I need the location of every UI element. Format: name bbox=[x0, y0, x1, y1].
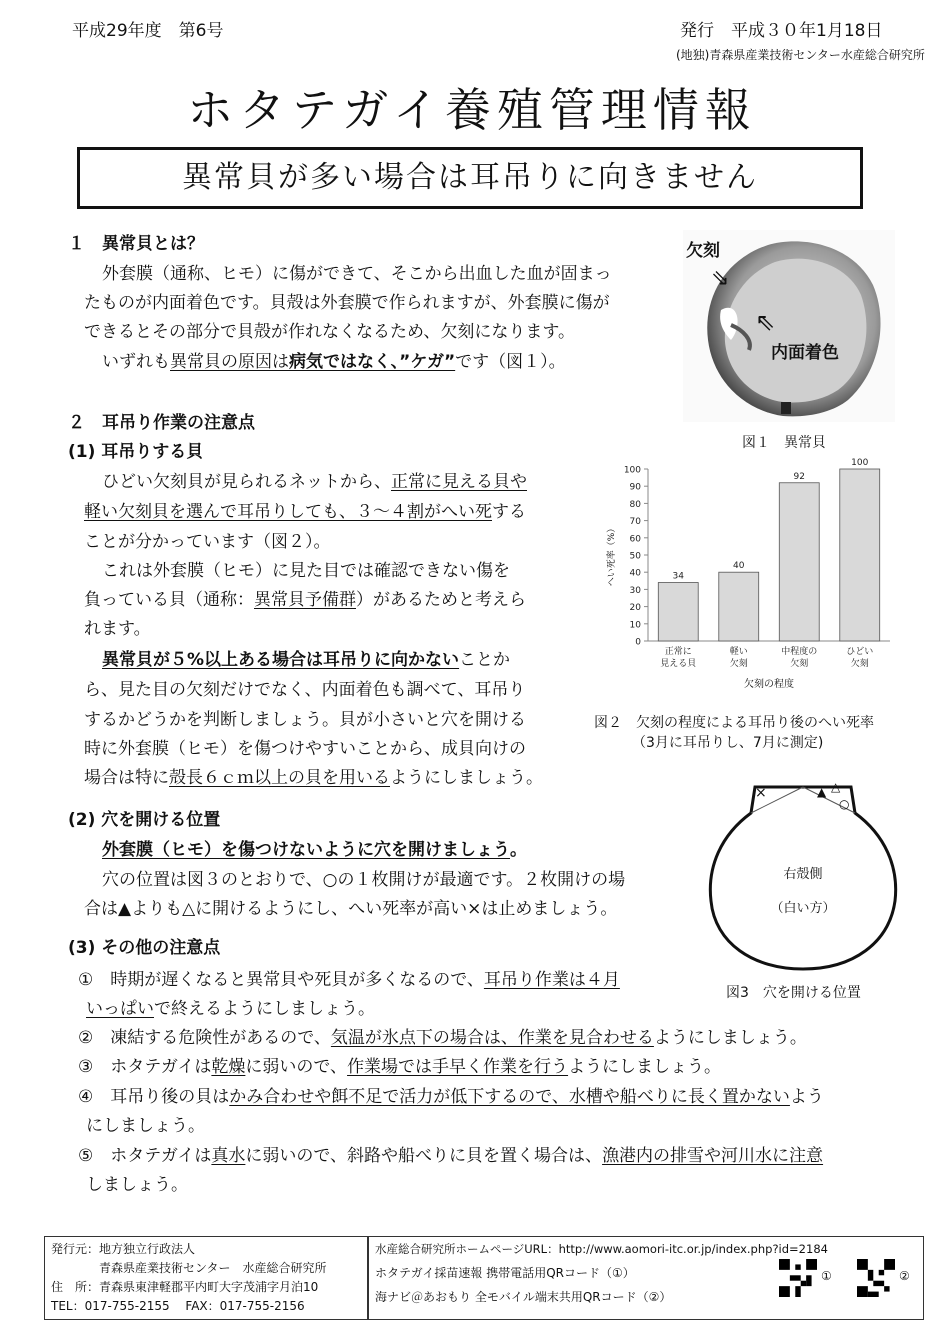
underlined-text: 気温が氷点下の場合は、作業を見合わせる bbox=[330, 1028, 654, 1048]
x-category-label: 正常に bbox=[664, 647, 692, 657]
underlined-text: 異常貝の原因は bbox=[170, 352, 289, 372]
figure1-caption: 図１ 異常貝 bbox=[742, 435, 826, 451]
text: で終えるようにしましょう。 bbox=[154, 999, 375, 1019]
footer-line: TEL：017-755-2155 FAX：017-755-2156 bbox=[51, 1299, 305, 1313]
y-tick-label: 50 bbox=[629, 551, 641, 562]
s2-line bbox=[84, 764, 543, 793]
section1-heading: １ 異常貝とは？ bbox=[68, 234, 204, 254]
qr-note-1: ホタテガイ採苗速報 携帯電話用QRコード（①） bbox=[375, 1266, 635, 1280]
bar bbox=[840, 469, 880, 641]
y-tick-label: 40 bbox=[629, 568, 641, 579]
text: です（図１）。 bbox=[455, 352, 566, 372]
bar-value-label: 34 bbox=[672, 571, 684, 582]
text: ようにしましょう。 bbox=[390, 768, 543, 788]
text: ③ ホタテガイは bbox=[78, 1057, 212, 1077]
qr-pattern bbox=[857, 1259, 895, 1297]
issue-number: 平成29年度 第6号 bbox=[72, 21, 224, 41]
text: ⑤ ホタテガイは bbox=[78, 1146, 212, 1166]
text: に弱いので、 bbox=[245, 1057, 348, 1077]
y-tick-label: 90 bbox=[629, 482, 641, 493]
s2-line: これは外套膜（ヒモ）に見た目では確認できない傷を bbox=[102, 561, 510, 581]
underlined-text: 軽い欠刻貝を選んで耳吊りしても、３～４割がへい死 bbox=[84, 502, 492, 522]
underlined-text: 真水 bbox=[211, 1146, 246, 1166]
issue-date: 発行 平成３０年1月18日 bbox=[680, 21, 883, 41]
x-category-label: 欠刻 bbox=[729, 659, 748, 669]
white-side-label: （白い方） bbox=[770, 901, 836, 916]
s2-line bbox=[102, 836, 527, 865]
note-item bbox=[86, 995, 375, 1024]
bar-value-label: 92 bbox=[793, 471, 805, 482]
subtitle: 異常貝が多い場合は耳吊りに向きません bbox=[182, 160, 758, 195]
s2-line bbox=[102, 646, 510, 675]
y-tick-label: 100 bbox=[623, 465, 641, 476]
underlined-text: 作業場では手早く作業を行う bbox=[347, 1057, 569, 1077]
qr-code-1-label: ① bbox=[821, 1269, 832, 1283]
qr-code-2-label: ② bbox=[899, 1269, 910, 1283]
text: ① 時期が遅くなると異常貝や死貝が多くなるので、 bbox=[78, 970, 484, 990]
figure3-diagram bbox=[703, 775, 903, 975]
figure2-chart bbox=[600, 455, 910, 710]
figure2-caption-note: （3月に耳吊りし、7月に測定) bbox=[632, 735, 824, 751]
s2-line: ことが分かっています（図２）。 bbox=[84, 532, 331, 552]
qr-note-2: 海ナビ＠あおもり 全モバイル端末共用QRコード（②） bbox=[375, 1290, 672, 1304]
footer-line: 住 所：青森県東津軽郡平内町大字茂浦字月泊10 bbox=[51, 1280, 319, 1294]
s1-line: 外套膜（通称、ヒモ）に傷ができて、そこから出血した血が固まっ bbox=[102, 264, 612, 284]
y-tick-label: 70 bbox=[629, 517, 641, 528]
figure3-caption: 図3 穴を開ける位置 bbox=[726, 985, 861, 1001]
underlined-text: 殻長６ｃｍ以上の貝を用いる bbox=[169, 768, 390, 788]
mark-circle: ○ bbox=[839, 797, 850, 811]
qr-pattern bbox=[779, 1259, 817, 1297]
arrow-notch-icon: ⇘ bbox=[711, 266, 730, 291]
text: 場合は特に bbox=[84, 768, 169, 788]
mark-triangle: △ bbox=[831, 780, 841, 794]
footer-publisher-box bbox=[44, 1236, 368, 1320]
text: いずれも bbox=[102, 352, 170, 372]
s1-line bbox=[102, 348, 566, 377]
s2-line: 時に外套膜（ヒモ）を傷つけやすいことから、成貝向けの bbox=[84, 739, 526, 759]
y-tick-label: 20 bbox=[629, 603, 641, 614]
homepage-url[interactable]: 水産総合研究所ホームページURL：http://www.aomori-itc.or.jp/index.php?id=2184 bbox=[375, 1242, 828, 1256]
underlined-text: 異常貝予備群 bbox=[254, 590, 356, 610]
x-category-label: 見える貝 bbox=[660, 659, 697, 669]
arrow-stain-icon: ⇖ bbox=[755, 308, 776, 336]
emphasis-text: 異常貝が５%以上ある場合は耳吊りに向かない bbox=[102, 650, 460, 670]
text: 負っている貝（通称： bbox=[84, 590, 254, 610]
emphasis-text: 外套膜（ヒモ）を傷つけないように穴を開けましょう bbox=[102, 840, 510, 860]
y-tick-label: 60 bbox=[629, 534, 641, 545]
bar bbox=[658, 583, 698, 641]
publisher-org: (地独)青森県産業技術センター水産総合研究所 bbox=[676, 48, 925, 62]
x-axis-title: 欠刻の程度 bbox=[744, 679, 794, 690]
s2-line bbox=[84, 498, 526, 527]
x-category-label: 欠刻 bbox=[850, 659, 869, 669]
subtitle-box bbox=[77, 147, 863, 209]
underlined-text: かみ合わせや餌不足で活力が低下するので、水槽や船べりに長く置かない bbox=[229, 1087, 790, 1107]
x-category-label: 欠刻 bbox=[790, 659, 809, 669]
qr-code-1-icon[interactable] bbox=[779, 1259, 817, 1297]
s2-line: 合は▲よりも△に開けるようにし、へい死率が高い×は止めましょう。 bbox=[84, 899, 618, 919]
note-item: にしましょう。 bbox=[86, 1116, 205, 1136]
subsection-heading: (1) 耳吊りする貝 bbox=[68, 442, 204, 462]
text: ようにしましょう。 bbox=[653, 1028, 807, 1048]
x-category-label: 軽い bbox=[729, 647, 748, 657]
s2-line: 穴の位置は図３のとおりで、○の１枚開けが最適です。２枚開けの場 bbox=[102, 870, 626, 890]
underlined-text: 乾燥 bbox=[211, 1057, 246, 1077]
text: ）があるためと考えら bbox=[356, 590, 526, 610]
y-tick-label: 10 bbox=[629, 620, 641, 631]
text: する bbox=[492, 502, 526, 522]
s2-line bbox=[102, 468, 527, 497]
underlined-text: 耳吊り作業は４月 bbox=[483, 970, 620, 990]
label-notch: 欠刻 bbox=[686, 241, 720, 261]
footer-line: 青森県産業技術センター 水産総合研究所 bbox=[51, 1261, 327, 1275]
text: 。 bbox=[510, 840, 527, 860]
text: ④ 耳吊り後の貝は bbox=[78, 1087, 230, 1107]
qr-code-2-icon[interactable] bbox=[857, 1259, 895, 1297]
text: よう bbox=[789, 1087, 824, 1107]
note-item bbox=[78, 1053, 721, 1082]
page-title: ホタテガイ養殖管理情報 bbox=[187, 83, 757, 137]
x-category-label: 中程度の bbox=[781, 647, 818, 657]
emphasis-text: 病気ではなく、”ケガ” bbox=[289, 352, 456, 372]
note-item: しましょう。 bbox=[86, 1175, 188, 1195]
text: ようにしましょう。 bbox=[568, 1057, 722, 1077]
s1-line: できるとその部分で貝殻が作れなくなるため、欠刻になります。 bbox=[84, 322, 575, 342]
y-tick-label: 0 bbox=[635, 637, 641, 648]
figure2-caption: 図２ 欠刻の程度による耳吊り後のへい死率 bbox=[594, 715, 874, 731]
bar bbox=[779, 483, 819, 641]
right-valve-label: 右殻側 bbox=[783, 867, 823, 882]
s2-line bbox=[84, 586, 526, 615]
bar-value-label: 40 bbox=[733, 561, 745, 572]
s2-line: するかどうかを判断しましょう。貝が小さいと穴を開ける bbox=[84, 710, 526, 730]
mortality-bar-chart bbox=[600, 455, 910, 710]
subsection-heading: (2) 穴を開ける位置 bbox=[68, 810, 221, 830]
s2-line: れます。 bbox=[84, 619, 151, 639]
underlined-text: 正常に見える貝や bbox=[391, 472, 527, 492]
s1-line: たものが内面着色です。貝殻は外套膜で作られますが、外套膜に傷が bbox=[84, 293, 610, 313]
x-category-label: ひどい bbox=[846, 647, 874, 657]
note-item bbox=[78, 1083, 824, 1112]
figure1-photo bbox=[683, 230, 895, 422]
mark-filled-triangle: ▲ bbox=[817, 785, 827, 799]
bar-value-label: 100 bbox=[851, 458, 869, 468]
note-item bbox=[78, 1024, 807, 1053]
subsection-heading: (3) その他の注意点 bbox=[68, 938, 221, 958]
footer-contact-box bbox=[368, 1236, 924, 1320]
footer-line: 発行元：地方独立行政法人 bbox=[51, 1242, 196, 1256]
underlined-text: 漁港内の排雪や河川水に注意 bbox=[602, 1146, 824, 1166]
y-tick-label: 30 bbox=[629, 585, 641, 596]
y-axis-title: へい死率（%） bbox=[607, 523, 617, 587]
text: に弱いので、斜路や船べりに貝を置く場合は、 bbox=[245, 1146, 603, 1166]
underlined-text: いっぱい bbox=[86, 999, 154, 1019]
text: ことか bbox=[459, 650, 511, 670]
note-item bbox=[78, 1142, 823, 1171]
text: ② 凍結する危険性があるので、 bbox=[78, 1028, 331, 1048]
note-item bbox=[78, 966, 620, 995]
mark-x: × bbox=[755, 785, 767, 801]
section2-heading: ２ 耳吊り作業の注意点 bbox=[68, 413, 255, 433]
label-inner-stain: 内面着色 bbox=[771, 343, 839, 363]
s2-line: ら、見た目の欠刻だけでなく、内面着色も調べて、耳吊り bbox=[84, 680, 526, 700]
y-tick-label: 80 bbox=[629, 499, 641, 510]
text: ひどい欠刻貝が見られるネットから、 bbox=[102, 472, 391, 492]
bar bbox=[719, 572, 759, 641]
